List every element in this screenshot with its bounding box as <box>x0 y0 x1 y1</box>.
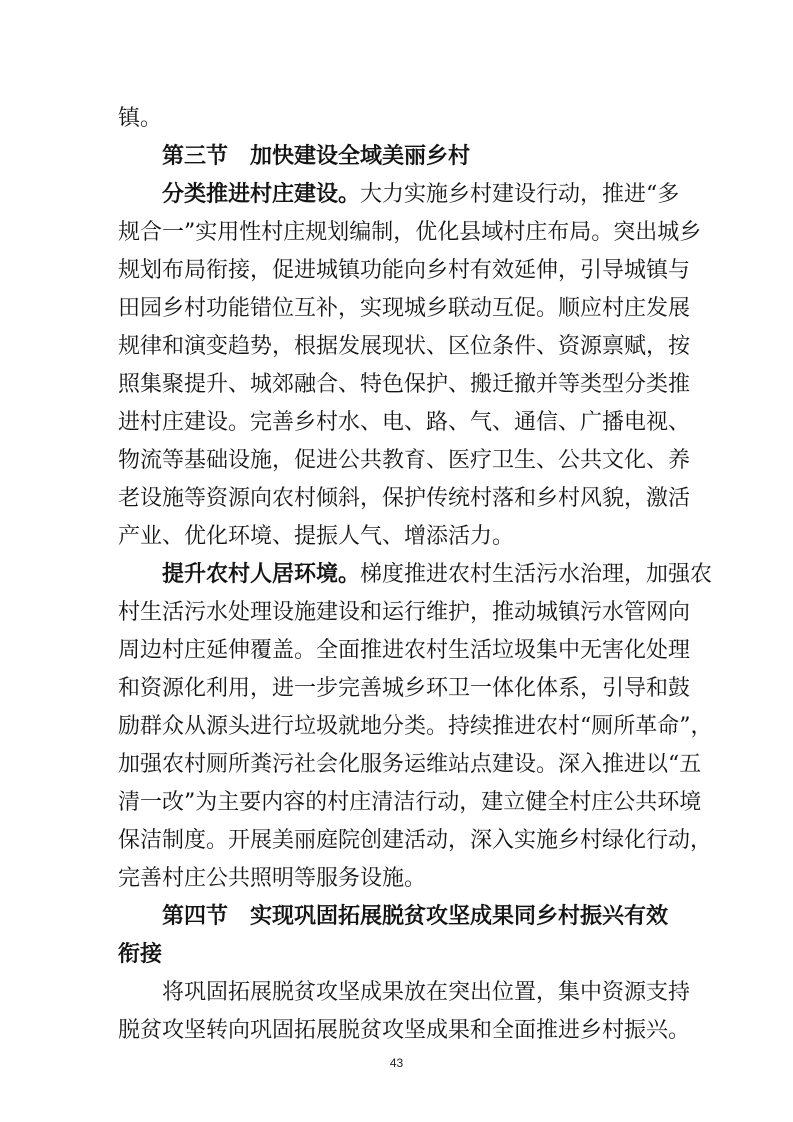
paragraph-line <box>162 561 713 589</box>
paragraph-line: 脱贫攻坚转向巩固拓展脱贫攻坚成果和全面推进乡村振兴。 <box>118 1018 691 1043</box>
paragraph-line: 镇。 <box>118 106 163 131</box>
section-title: 加快建设全域美丽乡村 <box>250 144 471 169</box>
paragraph-line <box>162 181 678 209</box>
paragraph-lead: 分类推进村庄建设。 <box>162 182 361 207</box>
paragraph-line: 和资源化利用，进一步完善城乡环卫一体化体系，引导和鼓 <box>118 676 691 701</box>
paragraph-line: 完善村庄公共照明等服务设施。 <box>118 866 427 891</box>
paragraph-line: 励群众从源头进行垃圾就地分类。持续推进农村“厕所革命”， <box>118 714 713 739</box>
section-heading <box>162 143 470 171</box>
section-heading <box>162 903 678 931</box>
page-number: 43 <box>389 1056 404 1070</box>
paragraph-line: 将巩固拓展脱贫攻坚成果放在突出位置，集中资源支持 <box>162 980 691 1005</box>
paragraph-line: 规合一”实用性村庄规划编制，优化县域村庄布局。突出城乡 <box>118 220 702 245</box>
paragraph-line: 村生活污水处理设施建设和运行维护，推动城镇污水管网向 <box>118 600 691 625</box>
paragraph-text: 大力实施乡村建设行动，推进“多 <box>360 182 680 207</box>
section-title: 实现巩固拓展脱贫攻坚成果同乡村振兴有效 <box>250 904 669 929</box>
paragraph-line: 规律和演变趋势，根据发展现状、区位条件、资源禀赋，按 <box>118 334 691 359</box>
paragraph-line: 产业、优化环境、提振人气、增添活力。 <box>118 524 515 549</box>
paragraph-line: 规划布局衔接，促进城镇功能向乡村有效延伸，引导城镇与 <box>118 258 691 283</box>
paragraph-line: 物流等基础设施，促进公共教育、医疗卫生、公共文化、养 <box>118 448 691 473</box>
paragraph-line: 田园乡村功能错位互补，实现城乡联动互促。顺应村庄发展 <box>118 296 691 321</box>
section-number: 第四节 <box>162 904 229 929</box>
paragraph-line: 清一改”为主要内容的村庄清洁行动，建立健全村庄公共环境 <box>118 790 702 815</box>
paragraph-line: 保洁制度。开展美丽庭院创建活动，深入实施乡村绿化行动， <box>118 828 713 853</box>
paragraph-line: 进村庄建设。完善乡村水、电、路、气、通信、广播电视、 <box>118 410 691 435</box>
paragraph-line: 周边村庄延伸覆盖。全面推进农村生活垃圾集中无害化处理 <box>118 638 691 663</box>
section-number: 第三节 <box>162 144 229 169</box>
paragraph-line: 照集聚提升、城郊融合、特色保护、搬迁撤并等类型分类推 <box>118 372 691 397</box>
paragraph-lead: 提升农村人居环境。 <box>162 562 361 587</box>
paragraph-line: 加强农村厕所粪污社会化服务运维站点建设。深入推进以“五 <box>118 752 702 777</box>
section-title-continued: 衔接 <box>118 942 163 967</box>
paragraph-text: 梯度推进农村生活污水治理，加强农 <box>360 562 713 587</box>
paragraph-line: 老设施等资源向农村倾斜，保护传统村落和乡村风貌，激活 <box>118 486 691 511</box>
